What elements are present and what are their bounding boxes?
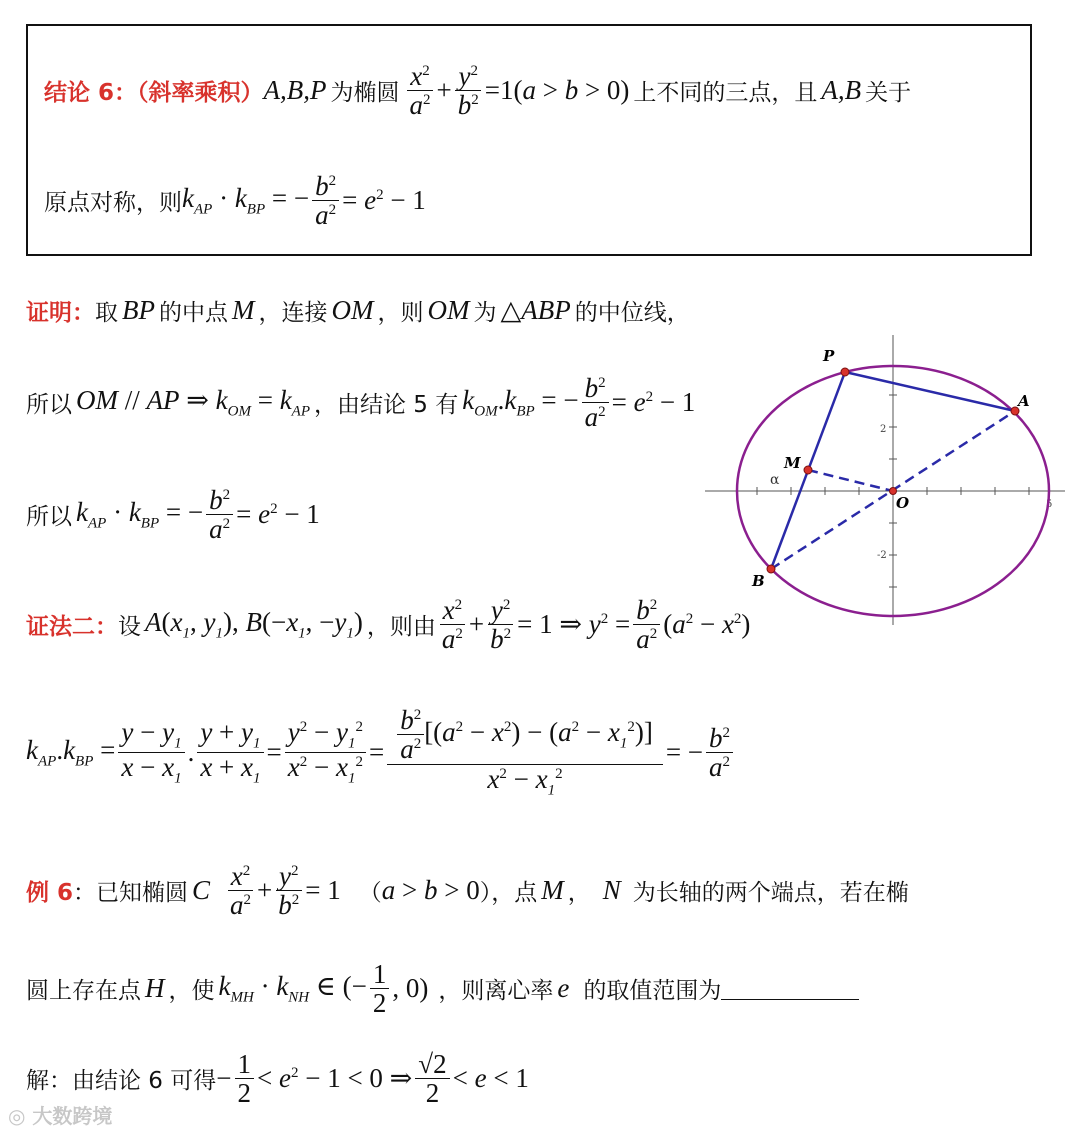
conclusion-text-3: 关于 <box>865 80 912 107</box>
frac-y2b2: $\frac{y^2}{b^2}$ <box>455 62 482 120</box>
proof-label: 证明： <box>26 300 95 326</box>
proof-text-1b: 的中点 <box>159 300 228 326</box>
frac-big: $\frac{b^2}{a^2}$ $[(a^2 - x^2) - (a^2 - x_1^2)]$ $x^2 - x_1^2$ <box>387 706 663 799</box>
proof-text-1e: 为 <box>473 300 497 326</box>
watermark <box>8 1100 112 1129</box>
example-text-2: （ <box>358 880 382 907</box>
conclusion-line-1: 结论 6：（斜率乘积） A,B,P 为椭圆 $\frac{x^2}{a^2}$ + $\frac{y^2}{b^2}$ =1(a > b > 0) 上不同的三点，且 A,B 关于 <box>44 61 912 121</box>
tick-y-neg2: -2 <box>877 550 887 561</box>
method2-line-1: 证法二： 设 $A(x_1$, $y_1$), $B(-x_1$, $-y_1$) ，则由 $\frac{x^2}{a^2}$ + $\frac{y^2}{b^2}$ = 1 ⇒ $y^2$ = $\frac{b^2}{a^2}$ $(a^2 - x^2)$ <box>26 595 751 655</box>
math-eq1-cond: =1(a > b > 0) <box>484 75 630 106</box>
frac-sqrt2-half: $\frac{√2}{2}$ <box>415 1050 449 1108</box>
frac-b2a2-3: $\frac{b^2}{a^2}$ <box>206 486 233 544</box>
example-text-9: 的取值范围为 <box>583 978 722 1005</box>
proof-line-1: 证明： 取 BP 的中点 M ，连接 OM ，则 OM 为 △ABP 的中位线， <box>26 295 690 326</box>
frac-y2-minus-y12: $\frac{y^2 - y_1^2}{x^2 - x_1^2}$ <box>285 718 366 787</box>
answer-blank[interactable] <box>721 977 859 1000</box>
example-text-5: 为长轴的两个端点，若在椭 <box>632 880 909 907</box>
proof-text-2a: 所以 <box>26 392 72 419</box>
proof-text-1f: 的中位线， <box>574 300 690 326</box>
example-text-8: ，则离心率 <box>438 978 554 1005</box>
method2-line-2: $k_{AP}.k_{BP}$ = $\frac{y - y_1}{x - x_1}$ . $\frac{y + y_1}{x + x_1}$ = $\frac{y^2 - y_1^2}{x^2 - x_1^2}$ = $\frac{b^2}{a^2}$ $[(a^2 - x^2) - (a^2 - x_1^2)]$ $x^2 - x_1^2$ = − $\frac{b^2}{a^2}$ <box>26 706 736 799</box>
solution-label: 解：由结论 6 可得 <box>26 1068 217 1095</box>
frac-b2a2-final: $\frac{b^2}{a^2}$ <box>706 724 733 782</box>
label-p: P <box>823 347 835 365</box>
frac-one-half: $\frac{1}{2}$ <box>370 960 390 1018</box>
example-text-7: ，使 <box>168 978 215 1005</box>
frac-y2b2-m2: $\frac{y^2}{b^2}$ <box>487 596 514 654</box>
conclusion-label: 结论 6：（斜率乘积） <box>44 80 264 107</box>
example-text-4: ， <box>567 880 591 907</box>
frac-y-minus-y1: $\frac{y - y_1}{x - x_1}$ <box>118 718 184 787</box>
frac-x2a2-ex: $\frac{x^2}{a^2}$ <box>227 862 254 920</box>
frac-b2a2-2: $\frac{b^2}{a^2}$ <box>582 374 609 432</box>
math-e2-minus-1: = $e^2 - 1$ <box>342 185 426 216</box>
proof-text-1c: ，连接 <box>258 300 328 326</box>
tick-x-5: 5 <box>1046 499 1053 510</box>
label-o: O <box>896 494 910 512</box>
label-a: A <box>1018 392 1030 410</box>
method2-text-2: ，则由 <box>366 614 436 641</box>
frac-one-half-sol: $\frac{1}{2}$ <box>235 1050 255 1108</box>
proof-line-3: 所以 $k_{AP} \cdot k_{BP}$ = − $\frac{b^2}{a^2}$ = $e^2 - 1$ <box>26 485 320 545</box>
frac-b2a2: $\frac{b^2}{a^2}$ <box>312 172 339 230</box>
frac-b2a2-m2: $\frac{b^2}{a^2}$ <box>633 596 660 654</box>
example-text-3: ），点 <box>479 880 538 907</box>
label-b: B <box>752 572 765 590</box>
solution-line: 解：由结论 6 可得 − $\frac{1}{2}$ < $e^2 - 1 < 0$ ⇒ $\frac{√2}{2}$ < e < 1 <box>26 1049 529 1109</box>
math-abp: A,B,P <box>263 75 327 106</box>
frac-x2a2: $\frac{x^2}{a^2}$ <box>407 62 434 120</box>
conclusion-line-2 <box>44 172 426 230</box>
frac-y-plus-y1: $\frac{y + y_1}{x + x_1}$ <box>197 718 263 787</box>
math-ab: A,B <box>821 75 862 106</box>
label-alpha: α <box>770 472 780 488</box>
conclusion-text-2: 上不同的三点，且 <box>633 80 818 107</box>
point-m <box>804 466 812 474</box>
example-label: 例 6 <box>26 880 74 907</box>
proof-text-2b: ，由结论 5 有 <box>314 392 459 419</box>
label-m: M <box>784 454 801 472</box>
point-b <box>767 565 775 573</box>
conclusion-text-4: 原点对称，则 <box>44 190 182 217</box>
proof-text-1a: 取 <box>95 300 118 326</box>
watermark-text: 大数跨境 <box>32 1104 113 1128</box>
example-text-1: ：已知椭圆 <box>73 880 189 907</box>
point-p <box>841 368 849 376</box>
method2-text-1: 设 <box>118 614 141 641</box>
proof-line-2: 所以 OM // AP ⇒ $k_{OM} = k_{AP}$ ，由结论 5 有 $k_{OM}.k_{BP}$ = − $\frac{b^2}{a^2}$ = $e^2 - 1$ <box>26 373 696 433</box>
conclusion-text-1: 为椭圆 <box>330 80 400 107</box>
segment-mo-dashed <box>808 470 893 491</box>
frac-x2a2-m2: $\frac{x^2}{a^2}$ <box>439 596 466 654</box>
ellipse-figure <box>700 330 1070 630</box>
proof-text-1d: ，则 <box>377 300 424 326</box>
frac-y2b2-ex: $\frac{y^2}{b^2}$ <box>275 862 302 920</box>
math-kap-kbp-result: $k_{AP} \cdot k_{BP}$ = − <box>182 183 310 218</box>
watermark-icon: ◎ <box>8 1104 33 1128</box>
example-line-1: 例 6 ：已知椭圆 C $\frac{x^2}{a^2}$ + $\frac{y^2}{b^2}$ = 1 （ a > b > 0 ），点 M ， N 为长轴的两个端点，若在椭 <box>26 861 909 921</box>
example-line-2: 圆上存在点 H ，使 $k_{MH} \cdot k_{NH}$ ∈ (− $\frac{1}{2}$ , 0) ，则离心率 e 的取值范围为 <box>26 960 859 1018</box>
proof-text-3a: 所以 <box>26 504 72 531</box>
method2-label: 证法二： <box>26 614 118 641</box>
example-text-6: 圆上存在点 <box>26 978 141 1005</box>
tick-y-2: 2 <box>880 424 887 435</box>
